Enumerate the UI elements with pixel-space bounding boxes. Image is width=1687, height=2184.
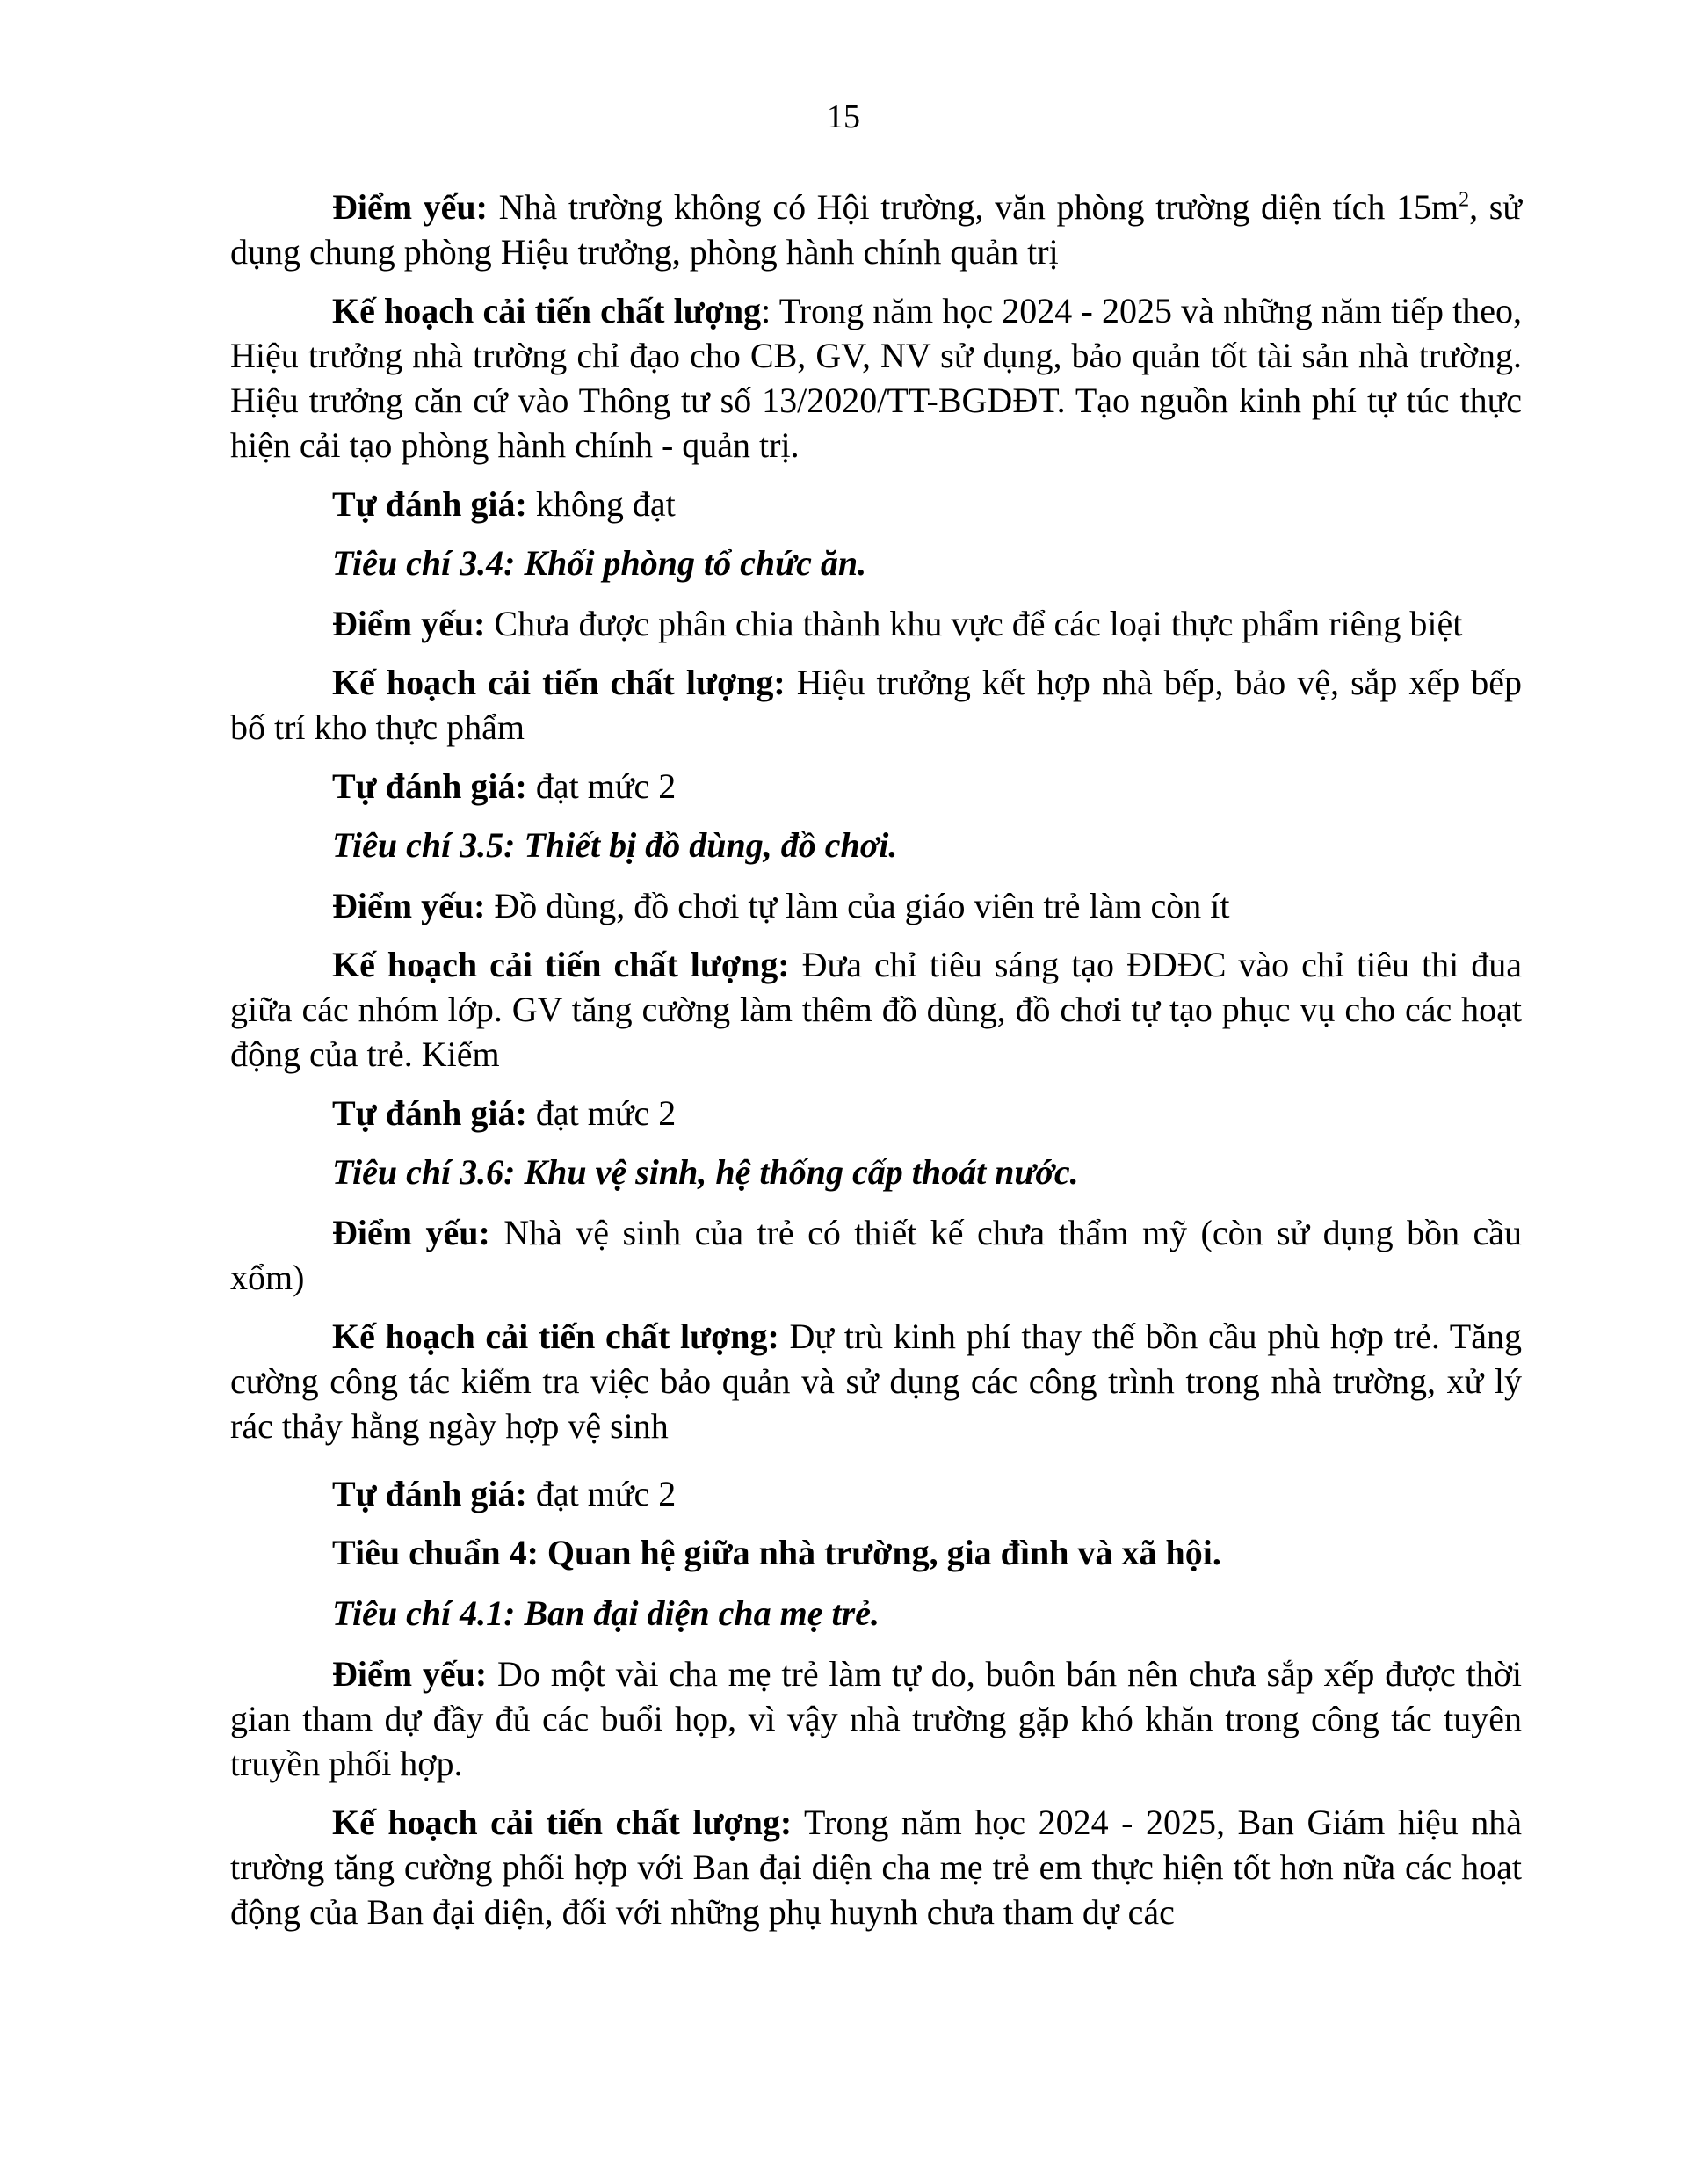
improvement-plan-label: Kế hoạch cải tiến chất lượng:	[332, 1317, 779, 1356]
improvement-plan-label: Kế hoạch cải tiến chất lượng:	[332, 663, 786, 702]
improvement-plan-paragraph	[230, 1314, 1522, 1448]
improvement-plan-paragraph	[230, 942, 1522, 1077]
standard-heading: Tiêu chuẩn 4: Quan hệ giữa nhà trường, gia đình và xã hội.	[332, 1533, 1221, 1572]
improvement-plan-text: Dự trù kinh phí thay thế bồn cầu phù hợp trẻ. Tăng cường công tác kiểm tra việc bảo quản và sử dụng các công trình trong nhà trường, xử lý rác thảy hằng ngày hợp vệ sinh	[230, 1317, 1522, 1446]
weakness-text: Chưa được phân chia thành khu vực để các loại thực phẩm riêng biệt	[485, 604, 1463, 643]
weakness-label: Điểm yếu:	[332, 187, 488, 227]
self-assessment-label: Tự đánh giá:	[332, 766, 527, 806]
self-assessment-paragraph	[230, 482, 1522, 526]
improvement-plan-paragraph	[230, 288, 1522, 468]
weakness-label: Điểm yếu:	[332, 1213, 490, 1252]
weakness-paragraph	[230, 185, 1522, 274]
self-assessment-label: Tự đánh giá:	[332, 1474, 527, 1513]
self-assessment-label: Tự đánh giá:	[332, 1093, 527, 1133]
improvement-plan-text: Đưa chỉ tiêu sáng tạo ĐDĐC vào chỉ tiêu thi đua giữa các nhóm lớp. GV tăng cường làm thêm đồ dùng, đồ chơi tự tạo phục vụ cho các hoạt động của trẻ. Kiểm	[230, 945, 1522, 1074]
improvement-plan-text: Hiệu trưởng kết hợp nhà bếp, bảo vệ, sắp xếp bếp bố trí kho thực phẩm	[230, 663, 1522, 747]
document-body	[230, 185, 1522, 1948]
improvement-plan-label: Kế hoạch cải tiến chất lượng	[332, 291, 762, 330]
page-number: 15	[827, 98, 860, 135]
self-assessment-label: Tự đánh giá:	[332, 484, 527, 524]
criterion-heading: Tiêu chí 3.5: Thiết bị đồ dùng, đồ chơi.	[332, 825, 898, 865]
weakness-label: Điểm yếu:	[332, 604, 486, 643]
improvement-plan-text: Trong năm học 2024 - 2025, Ban Giám hiệu nhà trường tăng cường phối hợp với Ban đại diện cha mẹ trẻ em thực hiện tốt hơn nữa các hoạt động của Ban đại diện, đối với những phụ huynh chưa tham dự các	[230, 1803, 1522, 1932]
weakness-text-continued: , sử dụng chung phòng Hiệu trưởng, phòng hành chính quản trị	[230, 187, 1522, 272]
weakness-text: Nhà vệ sinh của trẻ có thiết kế chưa thẩm mỹ (còn sử dụng bồn cầu xổm)	[230, 1213, 1522, 1297]
weakness-paragraph	[230, 883, 1522, 928]
self-assessment-paragraph	[230, 1471, 1522, 1516]
self-assessment-value: đạt mức 2	[526, 766, 677, 806]
improvement-plan-label: Kế hoạch cải tiến chất lượng:	[332, 945, 790, 984]
weakness-paragraph	[230, 1651, 1522, 1786]
superscript: 2	[1459, 188, 1470, 212]
self-assessment-value: không đạt	[526, 484, 676, 524]
criterion-heading: Tiêu chí 3.4: Khối phòng tổ chức ăn.	[332, 543, 867, 583]
improvement-plan-label: Kế hoạch cải tiến chất lượng:	[332, 1803, 793, 1842]
weakness-label: Điểm yếu:	[332, 886, 486, 925]
self-assessment-value: đạt mức 2	[526, 1093, 677, 1133]
improvement-plan-paragraph	[230, 1800, 1522, 1934]
weakness-paragraph	[230, 1210, 1522, 1300]
weakness-label: Điểm yếu:	[332, 1654, 488, 1694]
criterion-heading: Tiêu chí 4.1: Ban đại diện cha mẹ trẻ.	[332, 1593, 880, 1633]
self-assessment-paragraph	[230, 1091, 1522, 1136]
criterion-heading: Tiêu chí 3.6: Khu vệ sinh, hệ thống cấp thoát nước.	[332, 1152, 1079, 1192]
weakness-text: Nhà trường không có Hội trường, văn phòng trường diện tích 15m	[488, 187, 1459, 227]
self-assessment-paragraph	[230, 764, 1522, 809]
weakness-text: Đồ dùng, đồ chơi tự làm của giáo viên trẻ làm còn ít	[485, 886, 1230, 925]
self-assessment-value: đạt mức 2	[526, 1474, 677, 1513]
improvement-plan-paragraph	[230, 660, 1522, 750]
improvement-plan-text: : Trong năm học 2024 - 2025 và những năm tiếp theo, Hiệu trưởng nhà trường chỉ đạo cho CB, GV, NV sử dụng, bảo quản tốt tài sản nhà trường. Hiệu trưởng căn cứ vào Thông tư số 13/2020/TT-BGDĐT. Tạo nguồn kinh phí tự túc thực hiện cải tạo phòng hành chính - quản trị.	[230, 291, 1523, 465]
weakness-paragraph	[230, 601, 1522, 646]
weakness-text: Do một vài cha mẹ trẻ làm tự do, buôn bán nên chưa sắp xếp được thời gian tham dự đầy đủ các buổi họp, vì vậy nhà trường gặp khó khăn trong công tác tuyên truyền phối hợp.	[230, 1654, 1522, 1783]
